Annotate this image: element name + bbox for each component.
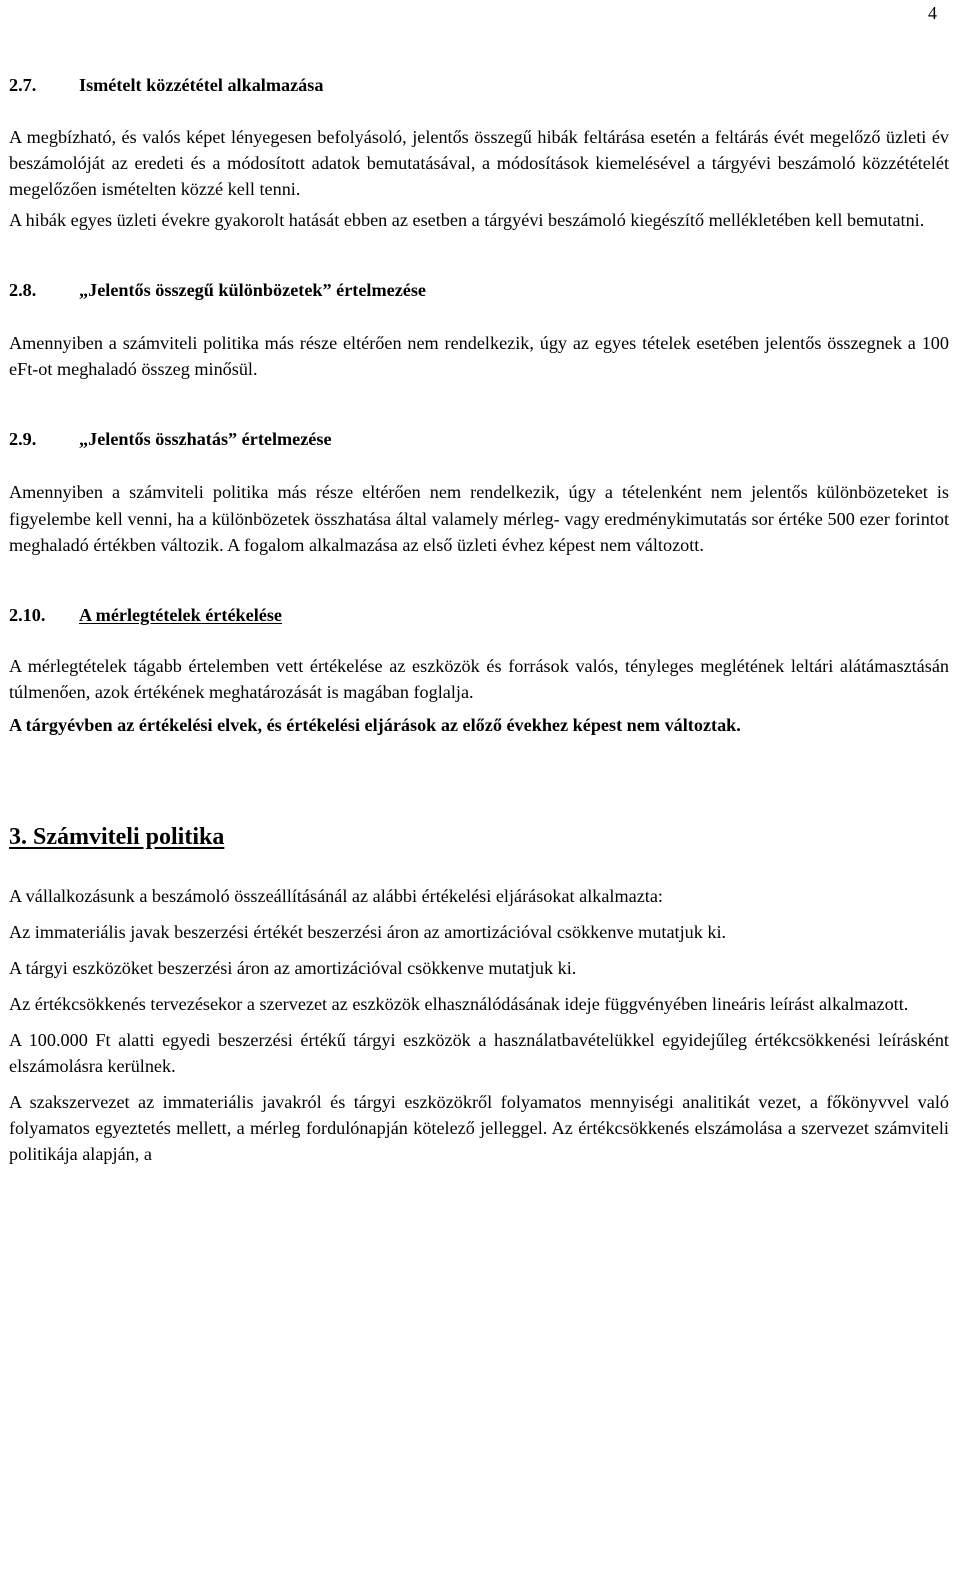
paragraph: A 100.000 Ft alatti egyedi beszerzési értékű tárgyi eszközök a használatbavételükkel egyidejűleg értékcsökkenési leírásként elszámolásra kerülnek. (9, 1029, 949, 1076)
paragraph: Az értékcsökkenés tervezésekor a szervezet az eszközök elhasználódásának ideje függvényében lineáris leírást alkalmazott. (9, 993, 909, 1014)
section-number: 2.9. (9, 429, 37, 449)
paragraph: A szakszervezet az immateriális javakról és tárgyi eszközökről folyamatos mennyiségi analitikát vezet, a főkönyvvel való folyamatos egyeztetés mellett, a mérleg fordulónapján kötelező jelleggel. Az értékcsökkenés elszámolása a szervezet számviteli politikája alapján, a (9, 1091, 949, 1164)
section-number: 2.10. (9, 604, 46, 625)
document-body (9, 72, 949, 1167)
chapter-heading-3 (9, 822, 949, 852)
section-title: „Jelentős összegű különbözetek” értelmezése (79, 280, 427, 300)
paragraph: Amennyiben a számviteli politika más része eltérően nem rendelkezik, úgy a tételenként nem jelentős különbözeteket is figyelembe kell venni, ha a különbözetek összhatása által valamely mérleg- vagy eredménykimutatás sor értéke 500 ezer forintot meghaladó értékben változik. A fogalom alkalmazása az első üzleti évhez képest nem változott. (9, 482, 949, 555)
paragraph-bold: A tárgyévben az értékelési elvek, és értékelési eljárások az előző évekhez képest nem változtak. (9, 714, 741, 735)
section-title: A mérlegtételek értékelése (79, 604, 282, 625)
page-number: 4 (928, 3, 937, 23)
section-number: 2.8. (9, 280, 37, 300)
section-heading-2-8 (9, 277, 949, 303)
section-title: Ismételt közzététel alkalmazása (79, 75, 324, 95)
paragraph: A tárgyi eszközöket beszerzési áron az amortizációval csökkenve mutatjuk ki. (9, 957, 577, 978)
paragraph: Az immateriális javak beszerzési értékét beszerzési áron az amortizációval csökkenve mutatjuk ki. (9, 921, 727, 942)
paragraph: A vállalkozásunk a beszámoló összeállításánál az alábbi értékelési eljárásokat alkalmazta: (9, 885, 663, 906)
section-heading-2-7 (9, 72, 949, 98)
paragraph: Amennyiben a számviteli politika más része eltérően nem rendelkezik, úgy az egyes tételek esetében jelentős összegnek a 100 eFt-ot meghaladó összeg minősül. (9, 333, 949, 379)
paragraph: A megbízható, és valós képet lényegesen befolyásoló, jelentős összegű hibák feltárása esetén a feltárás évét megelőző üzleti év beszámolóját az eredeti és a módosított adatok bemutatásával, a módosítások kiemelésével a tárgyévi beszámoló közzétételét megelőzően ismételten közzé kell tenni. (9, 127, 949, 199)
section-heading-2-9 (9, 426, 949, 452)
paragraph: A mérlegtételek tágabb értelemben vett értékelése az eszközök és források valós, tényleges meglétének leltári alátámasztásán túlmenően, azok értékének meghatározását is magában foglalja. (9, 655, 949, 702)
paragraph: A hibák egyes üzleti évekre gyakorolt hatását ebben az esetben a tárgyévi beszámoló kiegészítő mellékletében kell bemutatni. (9, 210, 925, 230)
section-title: „Jelentős összhatás” értelmezése (79, 429, 332, 449)
section-number: 2.7. (9, 75, 37, 95)
chapter-title: 3. Számviteli politika (9, 823, 225, 850)
section-heading-2-10 (9, 602, 949, 628)
